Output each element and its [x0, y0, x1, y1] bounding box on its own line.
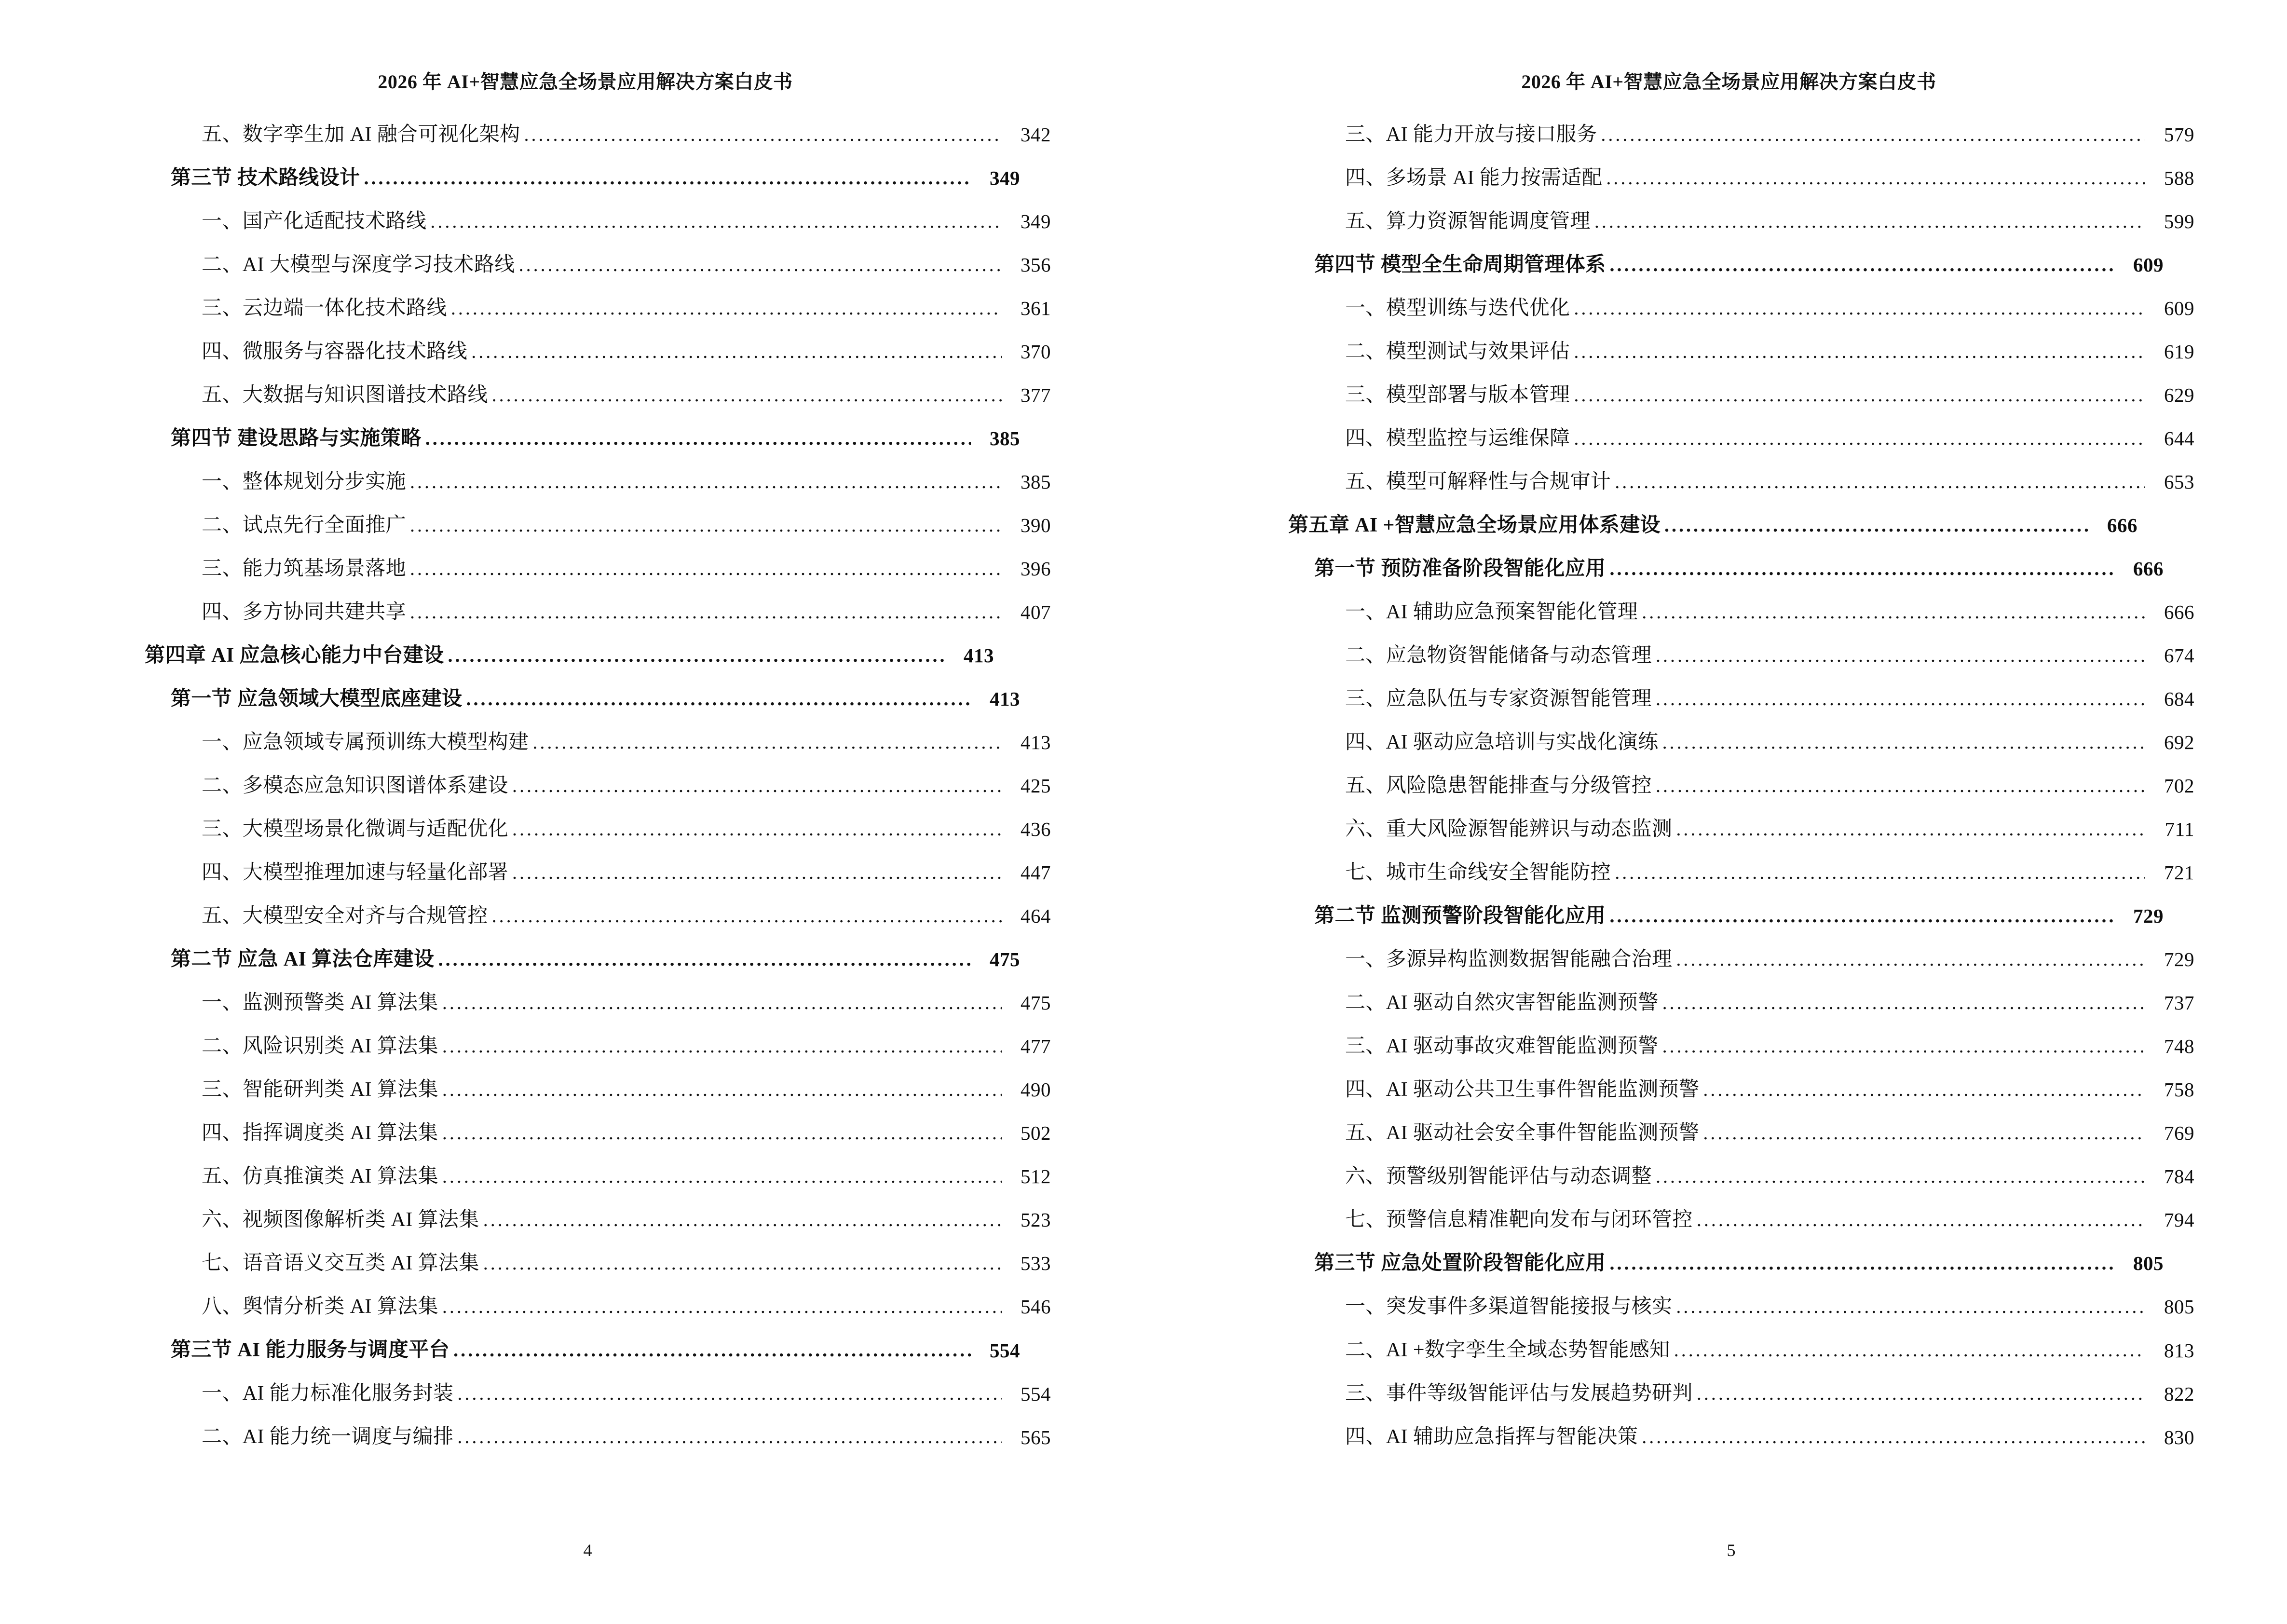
- toc-entry-label: 五、算力资源智能调度管理: [1345, 210, 1591, 233]
- toc-entry[interactable]: [1345, 732, 2194, 753]
- toc-entry-label: 三、大模型场景化微调与适配优化: [202, 818, 509, 841]
- toc-entry-page-number: 666: [2107, 514, 2137, 537]
- toc-entry-page-number: 425: [1021, 775, 1051, 797]
- toc-leader-dots: [1697, 1384, 2145, 1405]
- toc-entry-label: 三、AI 能力开放与接口服务: [1345, 123, 1597, 146]
- toc-entry[interactable]: [202, 1253, 1051, 1274]
- toc-entry[interactable]: [171, 949, 1020, 970]
- toc-entry-page-number: 523: [1021, 1209, 1051, 1231]
- toc-leader-dots: [532, 733, 1002, 753]
- toc-entry[interactable]: [1345, 341, 2194, 363]
- toc-entry-label: 二、AI 大模型与深度学习技术路线: [202, 254, 515, 276]
- toc-entry-page-number: 385: [1021, 471, 1051, 493]
- toc-entry-page-number: 748: [2164, 1035, 2194, 1058]
- toc-leader-dots: [483, 1211, 1002, 1231]
- toc-entry[interactable]: [1345, 471, 2194, 493]
- toc-entry-page-number: 490: [1021, 1078, 1051, 1101]
- toc-list-right: [1288, 123, 2194, 1448]
- toc-entry[interactable]: [1345, 862, 2194, 884]
- toc-entry[interactable]: [171, 1339, 1020, 1361]
- toc-leader-dots: [1656, 777, 2145, 797]
- toc-entry-label: 一、突发事件多渠道智能接报与核实: [1345, 1296, 1673, 1318]
- toc-leader-dots: [512, 863, 1002, 884]
- toc-leader-dots: [1674, 1341, 2145, 1361]
- toc-leader-dots: [442, 994, 1002, 1014]
- toc-entry-page-number: 370: [1021, 341, 1051, 363]
- toc-entry-page-number: 512: [1021, 1165, 1051, 1188]
- toc-entry-label: 第三节 技术路线设计: [171, 167, 360, 190]
- toc-leader-dots: [1656, 690, 2145, 710]
- toc-entry-page-number: 813: [2164, 1339, 2194, 1362]
- toc-entry[interactable]: [202, 1122, 1051, 1144]
- toc-entry-page-number: 599: [2164, 210, 2194, 233]
- toc-leader-dots: [1594, 212, 2145, 232]
- toc-entry[interactable]: [1345, 688, 2194, 710]
- toc-entry-page-number: 377: [1021, 384, 1051, 407]
- toc-entry-page-number: 721: [2164, 861, 2194, 884]
- toc-entry[interactable]: [202, 471, 1051, 493]
- toc-leader-dots: [1610, 1254, 2114, 1274]
- toc-entry-page-number: 805: [2164, 1296, 2194, 1318]
- toc-leader-dots: [1676, 820, 2145, 840]
- toc-entry-label: 第一节 应急领域大模型底座建设: [171, 688, 463, 710]
- toc-entry-page-number: 413: [990, 688, 1020, 710]
- toc-leader-dots: [457, 1384, 1002, 1405]
- toc-leader-dots: [483, 1254, 1002, 1274]
- toc-entry[interactable]: [1345, 819, 2194, 840]
- toc-entry[interactable]: [1345, 949, 2194, 970]
- toc-entry-label: 七、预警信息精准靶向发布与闭环管控: [1345, 1209, 1693, 1231]
- toc-entry[interactable]: [202, 384, 1051, 406]
- toc-entry[interactable]: [202, 862, 1051, 884]
- toc-entry-page-number: 385: [990, 427, 1020, 450]
- toc-entry-label: 四、多场景 AI 能力按需适配: [1345, 167, 1603, 190]
- toc-leader-dots: [442, 1297, 1002, 1318]
- toc-entry[interactable]: [1345, 1426, 2194, 1448]
- toc-entry-label: 一、国产化适配技术路线: [202, 210, 427, 233]
- toc-entry-label: 四、微服务与容器化技术路线: [202, 341, 468, 363]
- toc-entry-page-number: 702: [2164, 775, 2194, 797]
- toc-entry-label: 三、云边端一体化技术路线: [202, 297, 447, 320]
- toc-leader-dots: [492, 907, 1002, 927]
- toc-entry-page-number: 674: [2164, 644, 2194, 667]
- toc-entry-page-number: 502: [1021, 1122, 1051, 1145]
- toc-entry-page-number: 684: [2164, 688, 2194, 710]
- toc-leader-dots: [410, 560, 1002, 580]
- toc-entry[interactable]: [1345, 1383, 2194, 1405]
- toc-entry-label: 一、多源异构监测数据智能融合治理: [1345, 948, 1673, 971]
- toc-entry-page-number: 588: [2164, 167, 2194, 190]
- toc-leader-dots: [1642, 603, 2145, 623]
- toc-entry-page-number: 407: [1021, 601, 1051, 624]
- toc-leader-dots: [1610, 560, 2114, 580]
- toc-entry-label: 一、AI 辅助应急预案智能化管理: [1345, 601, 1638, 624]
- toc-entry-label: 二、模型测试与效果评估: [1345, 341, 1570, 363]
- toc-entry-page-number: 758: [2164, 1078, 2194, 1101]
- toc-entry-label: 二、多模态应急知识图谱体系建设: [202, 775, 509, 797]
- toc-entry[interactable]: [1345, 124, 2194, 146]
- toc-entry-page-number: 554: [990, 1339, 1020, 1362]
- toc-entry-label: 四、指挥调度类 AI 算法集: [202, 1122, 438, 1145]
- toc-leader-dots: [1697, 1211, 2145, 1231]
- toc-entry[interactable]: [202, 905, 1051, 927]
- toc-entry-label: 第五章 AI +智慧应急全场景应用体系建设: [1288, 514, 1661, 537]
- toc-leader-dots: [1615, 473, 2145, 493]
- toc-entry-page-number: 794: [2164, 1209, 2194, 1231]
- toc-entry-label: 三、应急队伍与专家资源智能管理: [1345, 688, 1652, 710]
- toc-entry[interactable]: [1345, 1122, 2194, 1144]
- toc-leader-dots: [519, 256, 1002, 276]
- toc-leader-dots: [457, 1428, 1002, 1448]
- toc-entry[interactable]: [1345, 1296, 2194, 1318]
- toc-leader-dots: [466, 690, 971, 710]
- toc-leader-dots: [1574, 429, 2145, 450]
- toc-leader-dots: [1610, 256, 2114, 276]
- toc-entry-page-number: 349: [990, 167, 1020, 190]
- toc-entry[interactable]: [1345, 384, 2194, 406]
- page-number-folio: 5: [1727, 1541, 1736, 1560]
- toc-entry[interactable]: [1345, 298, 2194, 319]
- toc-entry-page-number: 830: [2164, 1426, 2194, 1448]
- toc-entry[interactable]: [1345, 167, 2194, 189]
- toc-leader-dots: [1676, 950, 2145, 970]
- toc-entry[interactable]: [202, 1079, 1051, 1101]
- toc-leader-dots: [1662, 733, 2145, 753]
- toc-entry-page-number: 342: [1021, 123, 1051, 146]
- toc-entry-label: 四、多方协同共建共享: [202, 601, 407, 624]
- toc-entry[interactable]: [1288, 515, 2137, 536]
- toc-entry-label: 五、大数据与知识图谱技术路线: [202, 384, 488, 407]
- toc-entry[interactable]: [202, 601, 1051, 623]
- toc-leader-dots: [1574, 342, 2145, 363]
- toc-entry-page-number: 436: [1021, 818, 1051, 841]
- toc-entry-label: 五、仿真推演类 AI 算法集: [202, 1165, 438, 1188]
- toc-entry-page-number: 565: [1021, 1426, 1051, 1448]
- toc-entry-page-number: 546: [1021, 1296, 1051, 1318]
- toc-entry[interactable]: [202, 992, 1051, 1014]
- toc-leader-dots: [438, 950, 971, 970]
- toc-entry-label: 第四章 AI 应急核心能力中台建设: [145, 644, 444, 667]
- toc-leader-dots: [1703, 1080, 2145, 1101]
- toc-entry-label: 六、预警级别智能评估与动态调整: [1345, 1165, 1652, 1188]
- toc-entry[interactable]: [1345, 428, 2194, 450]
- toc-entry[interactable]: [1345, 1209, 2194, 1231]
- toc-entry-label: 四、模型监控与运维保障: [1345, 427, 1570, 450]
- toc-entry-page-number: 390: [1021, 514, 1051, 537]
- toc-entry-label: 五、AI 驱动社会安全事件智能监测预警: [1345, 1122, 1700, 1145]
- toc-leader-dots: [410, 603, 1002, 623]
- toc-entry-page-number: 609: [2133, 254, 2164, 276]
- toc-entry-page-number: 477: [1021, 1035, 1051, 1058]
- page-number-folio: 4: [583, 1541, 592, 1560]
- toc-leader-dots: [364, 169, 971, 189]
- toc-leader-dots: [1664, 516, 2088, 536]
- toc-leader-dots: [442, 1167, 1002, 1187]
- toc-entry-label: 二、风险识别类 AI 算法集: [202, 1035, 438, 1058]
- toc-entry-page-number: 805: [2133, 1252, 2164, 1275]
- toc-leader-dots: [1642, 1428, 2145, 1448]
- toc-entry-page-number: 692: [2164, 731, 2194, 754]
- toc-entry-label: 二、AI +数字孪生全域态势智能感知: [1345, 1339, 1670, 1362]
- toc-entry-page-number: 413: [964, 644, 994, 667]
- toc-entry-page-number: 737: [2164, 992, 2194, 1014]
- toc-leader-dots: [448, 646, 945, 667]
- toc-entry-page-number: 475: [990, 948, 1020, 971]
- toc-entry-label: 一、应急领域专属预训练大模型构建: [202, 731, 529, 754]
- toc-entry-label: 五、风险隐患智能排查与分级管控: [1345, 775, 1652, 797]
- toc-leader-dots: [471, 342, 1002, 363]
- page-left-content: [0, 0, 1144, 1540]
- toc-entry[interactable]: [202, 558, 1051, 580]
- toc-entry[interactable]: [1345, 1079, 2194, 1101]
- toc-entry-page-number: 729: [2133, 905, 2164, 928]
- toc-entry-page-number: 666: [2164, 601, 2194, 624]
- toc-entry-label: 二、应急物资智能储备与动态管理: [1345, 644, 1652, 667]
- toc-entry-label: 一、AI 能力标准化服务封装: [202, 1382, 454, 1405]
- toc-entry-label: 四、AI 驱动应急培训与实战化演练: [1345, 731, 1659, 754]
- page-right: [1144, 0, 2287, 1624]
- toc-entry[interactable]: [1314, 1253, 2164, 1274]
- toc-entry-label: 六、视频图像解析类 AI 算法集: [202, 1209, 479, 1231]
- toc-leader-dots: [1610, 907, 2114, 927]
- toc-entry[interactable]: [202, 1426, 1051, 1448]
- toc-leader-dots: [524, 125, 1002, 146]
- toc-entry-label: 三、能力筑基场景落地: [202, 558, 407, 580]
- toc-leader-dots: [1601, 125, 2145, 146]
- toc-entry-page-number: 769: [2164, 1122, 2194, 1145]
- toc-entry[interactable]: [202, 1383, 1051, 1405]
- toc-entry[interactable]: [202, 254, 1051, 276]
- toc-entry-label: 四、AI 辅助应急指挥与智能决策: [1345, 1426, 1638, 1448]
- toc-entry-label: 一、模型训练与迭代优化: [1345, 297, 1570, 320]
- toc-entry-label: 三、智能研判类 AI 算法集: [202, 1078, 438, 1101]
- toc-entry[interactable]: [1345, 775, 2194, 797]
- toc-entry[interactable]: [202, 211, 1051, 232]
- toc-entry[interactable]: [202, 1036, 1051, 1057]
- toc-entry-page-number: 729: [2164, 948, 2194, 971]
- toc-entry-page-number: 644: [2164, 427, 2194, 450]
- toc-entry[interactable]: [202, 298, 1051, 319]
- toc-entry-label: 五、模型可解释性与合规审计: [1345, 471, 1611, 493]
- toc-leader-dots: [1615, 863, 2145, 884]
- toc-leader-dots: [492, 386, 1002, 406]
- toc-entry[interactable]: [202, 124, 1051, 146]
- toc-leader-dots: [410, 516, 1002, 536]
- toc-entry-label: 四、大模型推理加速与轻量化部署: [202, 861, 509, 884]
- toc-entry[interactable]: [202, 1166, 1051, 1187]
- toc-entry-label: 第二节 监测预警阶段智能化应用: [1314, 905, 1606, 928]
- toc-entry-page-number: 579: [2164, 123, 2194, 146]
- toc-leader-dots: [1606, 169, 2145, 189]
- toc-leader-dots: [512, 820, 1002, 840]
- toc-entry[interactable]: [171, 688, 1020, 710]
- toc-entry-label: 二、AI 驱动自然灾害智能监测预警: [1345, 992, 1659, 1014]
- toc-entry-page-number: 464: [1021, 905, 1051, 928]
- toc-entry[interactable]: [1345, 211, 2194, 232]
- toc-leader-dots: [1676, 1297, 2145, 1318]
- toc-leader-dots: [1574, 299, 2145, 319]
- toc-entry-label: 第一节 预防准备阶段智能化应用: [1314, 558, 1606, 580]
- toc-leader-dots: [1662, 1037, 2145, 1057]
- toc-entry-page-number: 609: [2164, 297, 2194, 320]
- toc-entry-page-number: 619: [2164, 341, 2194, 363]
- toc-entry-label: 第四节 建设思路与实施策略: [171, 427, 422, 450]
- toc-entry[interactable]: [1345, 645, 2194, 667]
- toc-entry[interactable]: [202, 819, 1051, 840]
- toc-entry-label: 第四节 模型全生命周期管理体系: [1314, 254, 1606, 276]
- toc-entry[interactable]: [171, 167, 1020, 189]
- toc-entry-label: 三、事件等级智能评估与发展趋势研判: [1345, 1382, 1693, 1405]
- toc-entry[interactable]: [1345, 1036, 2194, 1057]
- toc-entry-label: 三、AI 驱动事故灾难智能监测预警: [1345, 1035, 1659, 1058]
- toc-entry[interactable]: [202, 732, 1051, 753]
- toc-entry-page-number: 475: [1021, 992, 1051, 1014]
- toc-entry-page-number: 361: [1021, 297, 1051, 320]
- toc-entry-page-number: 629: [2164, 384, 2194, 407]
- toc-entry[interactable]: [202, 775, 1051, 797]
- toc-entry-label: 二、AI 能力统一调度与编排: [202, 1426, 454, 1448]
- toc-leader-dots: [1574, 386, 2145, 406]
- toc-entry-label: 二、试点先行全面推广: [202, 514, 407, 537]
- toc-entry-label: 六、重大风险源智能辨识与动态监测: [1345, 818, 1673, 841]
- toc-entry-label: 八、舆情分析类 AI 算法集: [202, 1296, 438, 1318]
- toc-leader-dots: [453, 1341, 971, 1361]
- toc-entry-label: 第二节 应急 AI 算法仓库建设: [171, 948, 435, 971]
- toc-entry-page-number: 822: [2164, 1382, 2194, 1405]
- toc-entry-page-number: 711: [2164, 818, 2194, 841]
- toc-entry[interactable]: [202, 341, 1051, 363]
- toc-entry[interactable]: [1345, 992, 2194, 1014]
- toc-list-left: [145, 123, 1051, 1448]
- running-head: 2026 年 AI+智慧应急全场景应用解决方案白皮书: [1521, 71, 1936, 93]
- toc-entry-page-number: 413: [1021, 731, 1051, 754]
- toc-entry-page-number: 396: [1021, 558, 1051, 580]
- toc-leader-dots: [410, 473, 1002, 493]
- toc-leader-dots: [1656, 646, 2145, 667]
- toc-entry[interactable]: [1314, 905, 2164, 927]
- toc-entry[interactable]: [1345, 1166, 2194, 1187]
- toc-entry[interactable]: [202, 1209, 1051, 1231]
- toc-entry-page-number: 349: [1021, 210, 1051, 233]
- toc-leader-dots: [442, 1124, 1002, 1144]
- toc-entry-page-number: 356: [1021, 254, 1051, 276]
- toc-entry-label: 第三节 应急处置阶段智能化应用: [1314, 1252, 1606, 1275]
- toc-entry[interactable]: [1314, 558, 2164, 580]
- toc-leader-dots: [425, 429, 971, 450]
- toc-entry-page-number: 666: [2133, 558, 2164, 580]
- toc-leader-dots: [1662, 994, 2145, 1014]
- toc-entry[interactable]: [145, 645, 994, 667]
- toc-entry[interactable]: [202, 515, 1051, 536]
- toc-leader-dots: [451, 299, 1002, 319]
- page-right-content: [1144, 0, 2287, 1540]
- toc-entry-page-number: 554: [1021, 1382, 1051, 1405]
- toc-entry-page-number: 533: [1021, 1252, 1051, 1275]
- toc-leader-dots: [512, 777, 1002, 797]
- toc-entry-label: 三、模型部署与版本管理: [1345, 384, 1570, 407]
- toc-entry-label: 一、监测预警类 AI 算法集: [202, 992, 438, 1014]
- toc-leader-dots: [442, 1037, 1002, 1057]
- toc-leader-dots: [1656, 1167, 2145, 1187]
- toc-entry[interactable]: [1345, 601, 2194, 623]
- toc-leader-dots: [430, 212, 1002, 232]
- toc-entry-page-number: 447: [1021, 861, 1051, 884]
- toc-leader-dots: [442, 1080, 1002, 1101]
- toc-entry-page-number: 784: [2164, 1165, 2194, 1188]
- toc-leader-dots: [1703, 1124, 2145, 1144]
- toc-entry-page-number: 653: [2164, 471, 2194, 493]
- toc-entry[interactable]: [202, 1296, 1051, 1318]
- toc-entry-label: 五、数字孪生加 AI 融合可视化架构: [202, 123, 520, 146]
- toc-entry[interactable]: [171, 428, 1020, 450]
- toc-entry[interactable]: [1345, 1339, 2194, 1361]
- toc-entry-label: 七、语音语义交互类 AI 算法集: [202, 1252, 479, 1275]
- toc-entry-label: 一、整体规划分步实施: [202, 471, 407, 493]
- toc-entry-label: 五、大模型安全对齐与合规管控: [202, 905, 488, 928]
- toc-entry[interactable]: [1314, 254, 2164, 276]
- running-head: 2026 年 AI+智慧应急全场景应用解决方案白皮书: [378, 71, 793, 93]
- toc-entry-label: 七、城市生命线安全智能防控: [1345, 861, 1611, 884]
- toc-entry-label: 第三节 AI 能力服务与调度平台: [171, 1339, 450, 1362]
- toc-entry-label: 四、AI 驱动公共卫生事件智能监测预警: [1345, 1078, 1700, 1101]
